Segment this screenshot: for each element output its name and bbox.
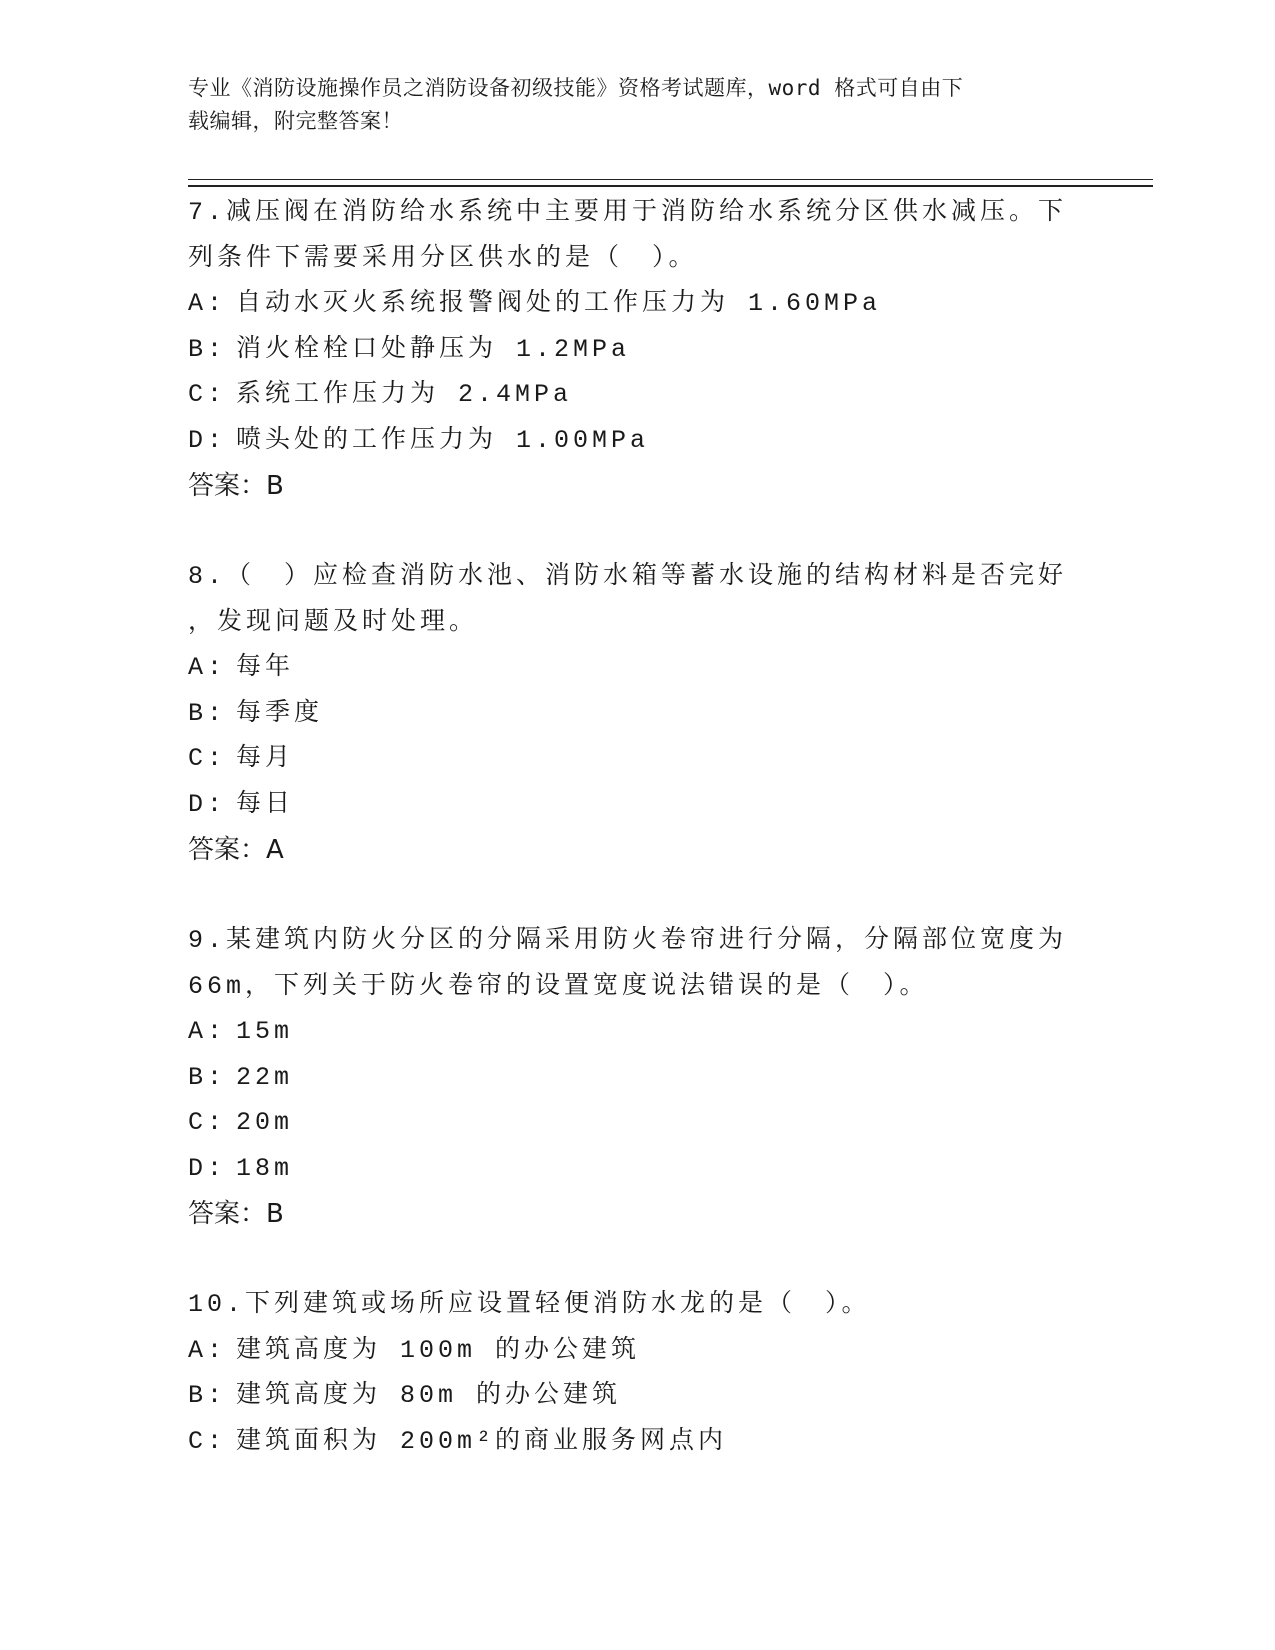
option-d <box>188 1146 1068 1192</box>
option-text: 每季度 <box>236 698 324 728</box>
option-text: 每年 <box>236 653 295 682</box>
question-stem-line-2: 列条件下需要采用分区供水的是（ ）。 <box>188 243 698 273</box>
question-stem-line-2: ，发现问题及时处理。 <box>188 607 479 637</box>
answer: 答案：B <box>188 1199 284 1229</box>
answer: 答案：A <box>188 835 284 865</box>
option-d <box>188 782 1068 828</box>
option-label: A: <box>188 653 227 682</box>
option-label: C: <box>188 1108 227 1137</box>
header-title-line-1: 专业《消防设施操作员之消防设备初级技能》资格考试题库，word 格式可自由下 <box>188 76 964 100</box>
option-label: B: <box>188 334 227 364</box>
option-b <box>188 327 1068 373</box>
option-text: 建筑高度为 80m 的办公建筑 <box>236 1381 622 1410</box>
question-stem-line-2: 66m，下列关于防火卷帘的设置宽度说法错误的是（ ）。 <box>188 971 929 1001</box>
question-stem-line-1: 10.下列建筑或场所应设置轻便消防水龙的是（ ）。 <box>188 1290 871 1319</box>
option-label: A: <box>188 1017 227 1046</box>
header-title-line-2: 载编辑，附完整答案！ <box>188 109 403 133</box>
option-c <box>188 736 1068 782</box>
option-b <box>188 1055 1068 1101</box>
option-text: 每月 <box>236 744 295 773</box>
option-label: D: <box>188 425 227 455</box>
option-label: B: <box>188 1062 227 1092</box>
option-text: 20m <box>236 1108 294 1137</box>
option-label: D: <box>188 1153 227 1183</box>
option-label: C: <box>188 1426 227 1456</box>
option-text: 系统工作压力为 2.4MPa <box>236 380 573 409</box>
option-label: A: <box>188 289 227 318</box>
option-text: 自动水灭火系统报警阀处的工作压力为 1.60MPa <box>236 289 882 318</box>
header-divider <box>188 179 1153 187</box>
option-c <box>188 1100 1068 1146</box>
option-text: 22m <box>236 1062 294 1092</box>
option-label: B: <box>188 1381 227 1410</box>
answer: 答案：B <box>188 471 284 501</box>
question-stem-line-1: 7.减压阀在消防给水系统中主要用于消防给水系统分区供水减压。下 <box>188 198 1068 227</box>
option-text: 18m <box>236 1153 294 1183</box>
option-c <box>188 1419 1068 1465</box>
question-stem-line-1: 9.某建筑内防火分区的分隔采用防火卷帘进行分隔，分隔部位宽度为 <box>188 926 1068 955</box>
option-text: 建筑高度为 100m 的办公建筑 <box>236 1335 641 1365</box>
option-a <box>188 281 1068 327</box>
option-text: 15m <box>236 1017 294 1046</box>
option-label: C: <box>188 744 227 773</box>
option-label: B: <box>188 698 227 728</box>
option-b <box>188 691 1068 737</box>
option-d <box>188 418 1068 464</box>
option-b <box>188 1373 1068 1419</box>
option-c <box>188 372 1068 418</box>
document-header <box>188 72 1068 138</box>
option-text: 建筑面积为 200m²的商业服务网点内 <box>236 1426 728 1456</box>
question-stem-line-1: 8.（ ）应检查消防水池、消防水箱等蓄水设施的结构材料是否完好 <box>188 562 1068 591</box>
option-text: 消火栓栓口处静压为 1.2MPa <box>236 334 631 364</box>
option-label: D: <box>188 789 227 819</box>
question-7 <box>188 190 1068 509</box>
option-label: A: <box>188 1335 227 1365</box>
option-label: C: <box>188 380 227 409</box>
question-9 <box>188 918 1068 1237</box>
option-text: 喷头处的工作压力为 1.00MPa <box>236 425 650 455</box>
option-a <box>188 1009 1068 1055</box>
option-a <box>188 1328 1068 1374</box>
question-10 <box>188 1282 1068 1464</box>
question-8 <box>188 554 1068 873</box>
question-list <box>188 190 1068 1509</box>
option-a <box>188 645 1068 691</box>
option-text: 每日 <box>236 789 295 819</box>
